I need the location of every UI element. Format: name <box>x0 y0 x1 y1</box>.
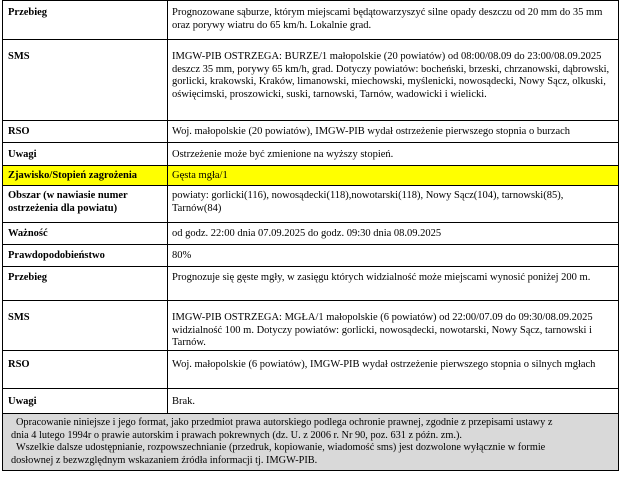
footer-line: dosłownej z bezwzględnym wskazaniem źródła informacji tj. IMGW-PIB. <box>11 454 318 466</box>
row-obszar <box>3 186 619 223</box>
label-prawdopodobienstwo: Prawdopodobieństwo <box>3 245 168 267</box>
value-rso-1: Woj. małopolskie (20 powiatów), IMGW-PIB wydał ostrzeżenie pierwszego stopnia o burzach <box>168 121 619 143</box>
label-uwagi-2: Uwagi <box>3 389 168 414</box>
row-uwagi-2 <box>3 389 619 414</box>
copyright-notice <box>3 414 619 471</box>
row-footer <box>3 414 619 471</box>
label-rso-2: RSO <box>3 351 168 389</box>
warning-table <box>2 0 619 471</box>
value-waznosc: od godz. 22:00 dnia 07.09.2025 do godz. 09:30 dnia 08.09.2025 <box>168 223 619 245</box>
value-zjawisko: Gęsta mgła/1 <box>168 166 619 186</box>
row-sms-1 <box>3 40 619 121</box>
row-zjawisko <box>3 166 619 186</box>
row-przebieg-1 <box>3 1 619 40</box>
value-prawdopodobienstwo: 80% <box>168 245 619 267</box>
row-waznosc <box>3 223 619 245</box>
label-sms-1: SMS <box>3 40 168 121</box>
label-waznosc: Ważność <box>3 223 168 245</box>
label-uwagi-1: Uwagi <box>3 143 168 166</box>
row-uwagi-1 <box>3 143 619 166</box>
value-rso-2: Woj. małopolskie (6 powiatów), IMGW-PIB wydał ostrzeżenie pierwszego stopnia o silnych mgłach <box>168 351 619 389</box>
value-obszar: powiaty: gorlicki(116), nowosądecki(118),nowotarski(118), Nowy Sącz(104), tarnowski(85), Tarnów(84) <box>168 186 619 223</box>
label-przebieg-2: Przebieg <box>3 267 168 301</box>
label-sms-2: SMS <box>3 301 168 351</box>
label-przebieg-1: Przebieg <box>3 1 168 40</box>
row-sms-2 <box>3 301 619 351</box>
value-uwagi-2: Brak. <box>168 389 619 414</box>
row-prawdopodobienstwo <box>3 245 619 267</box>
value-przebieg-2: Prognozuje się gęste mgły, w zasięgu których widzialność może miejscami wynosić poniżej 200 m. <box>168 267 619 301</box>
value-sms-2: IMGW-PIB OSTRZEGA: MGŁA/1 małopolskie (6 powiatów) od 22:00/07.09 do 09:30/08.09.2025 widzialność 100 m. Dotyczy powiatów: gorlicki, nowosądecki, nowotarski, Nowy Sącz, tarnowski i Tarnów. <box>168 301 619 351</box>
value-sms-1: IMGW-PIB OSTRZEGA: BURZE/1 małopolskie (20 powiatów) od 08:00/08.09 do 23:00/08.09.2025 deszcz 35 mm, porywy 65 km/h, grad. Dotyczy powiatów: bocheński, brzeski, chrzanowski, dąbrowski, gorlicki, krakowski, Kraków, limanowski, miechowski, myślenicki, nowosądecki, Nowy Sącz, olkuski, oświęcimski, proszowicki, suski, tarnowski, Tarnów, wadowicki i wielicki. <box>168 40 619 121</box>
value-przebieg-1: Prognozowane sąburze, którym miejscami będątowarzyszyć silne opady deszczu od 20 mm do 35 mm oraz porywy wiatru do 65 km/h. Lokalnie grad. <box>168 1 619 40</box>
row-rso-1 <box>3 121 619 143</box>
label-zjawisko: Zjawisko/Stopień zagrożenia <box>3 166 168 186</box>
row-rso-2 <box>3 351 619 389</box>
label-rso-1: RSO <box>3 121 168 143</box>
value-uwagi-1: Ostrzeżenie może być zmienione na wyższy stopień. <box>168 143 619 166</box>
footer-line: dnia 4 lutego 1994r o prawie autorskim i prawach pokrewnych (dz. U. z 2006 r. Nr 90, poz. 631 z późn. zm.). <box>11 429 462 441</box>
footer-line: Wszelkie dalsze udostępnianie, rozpowszechnianie (przedruk, kopiowanie, wiadomość sms) jest dozwolone wyłącznie w formie <box>16 442 546 454</box>
footer-line: Opracowanie niniejsze i jego format, jako przedmiot prawa autorskiego podlega ochronie prawnej, zgodnie z przepisami ustawy z <box>16 417 553 428</box>
row-przebieg-2 <box>3 267 619 301</box>
label-obszar: Obszar (w nawiasie numer ostrzeżenia dla powiatu) <box>3 186 168 223</box>
